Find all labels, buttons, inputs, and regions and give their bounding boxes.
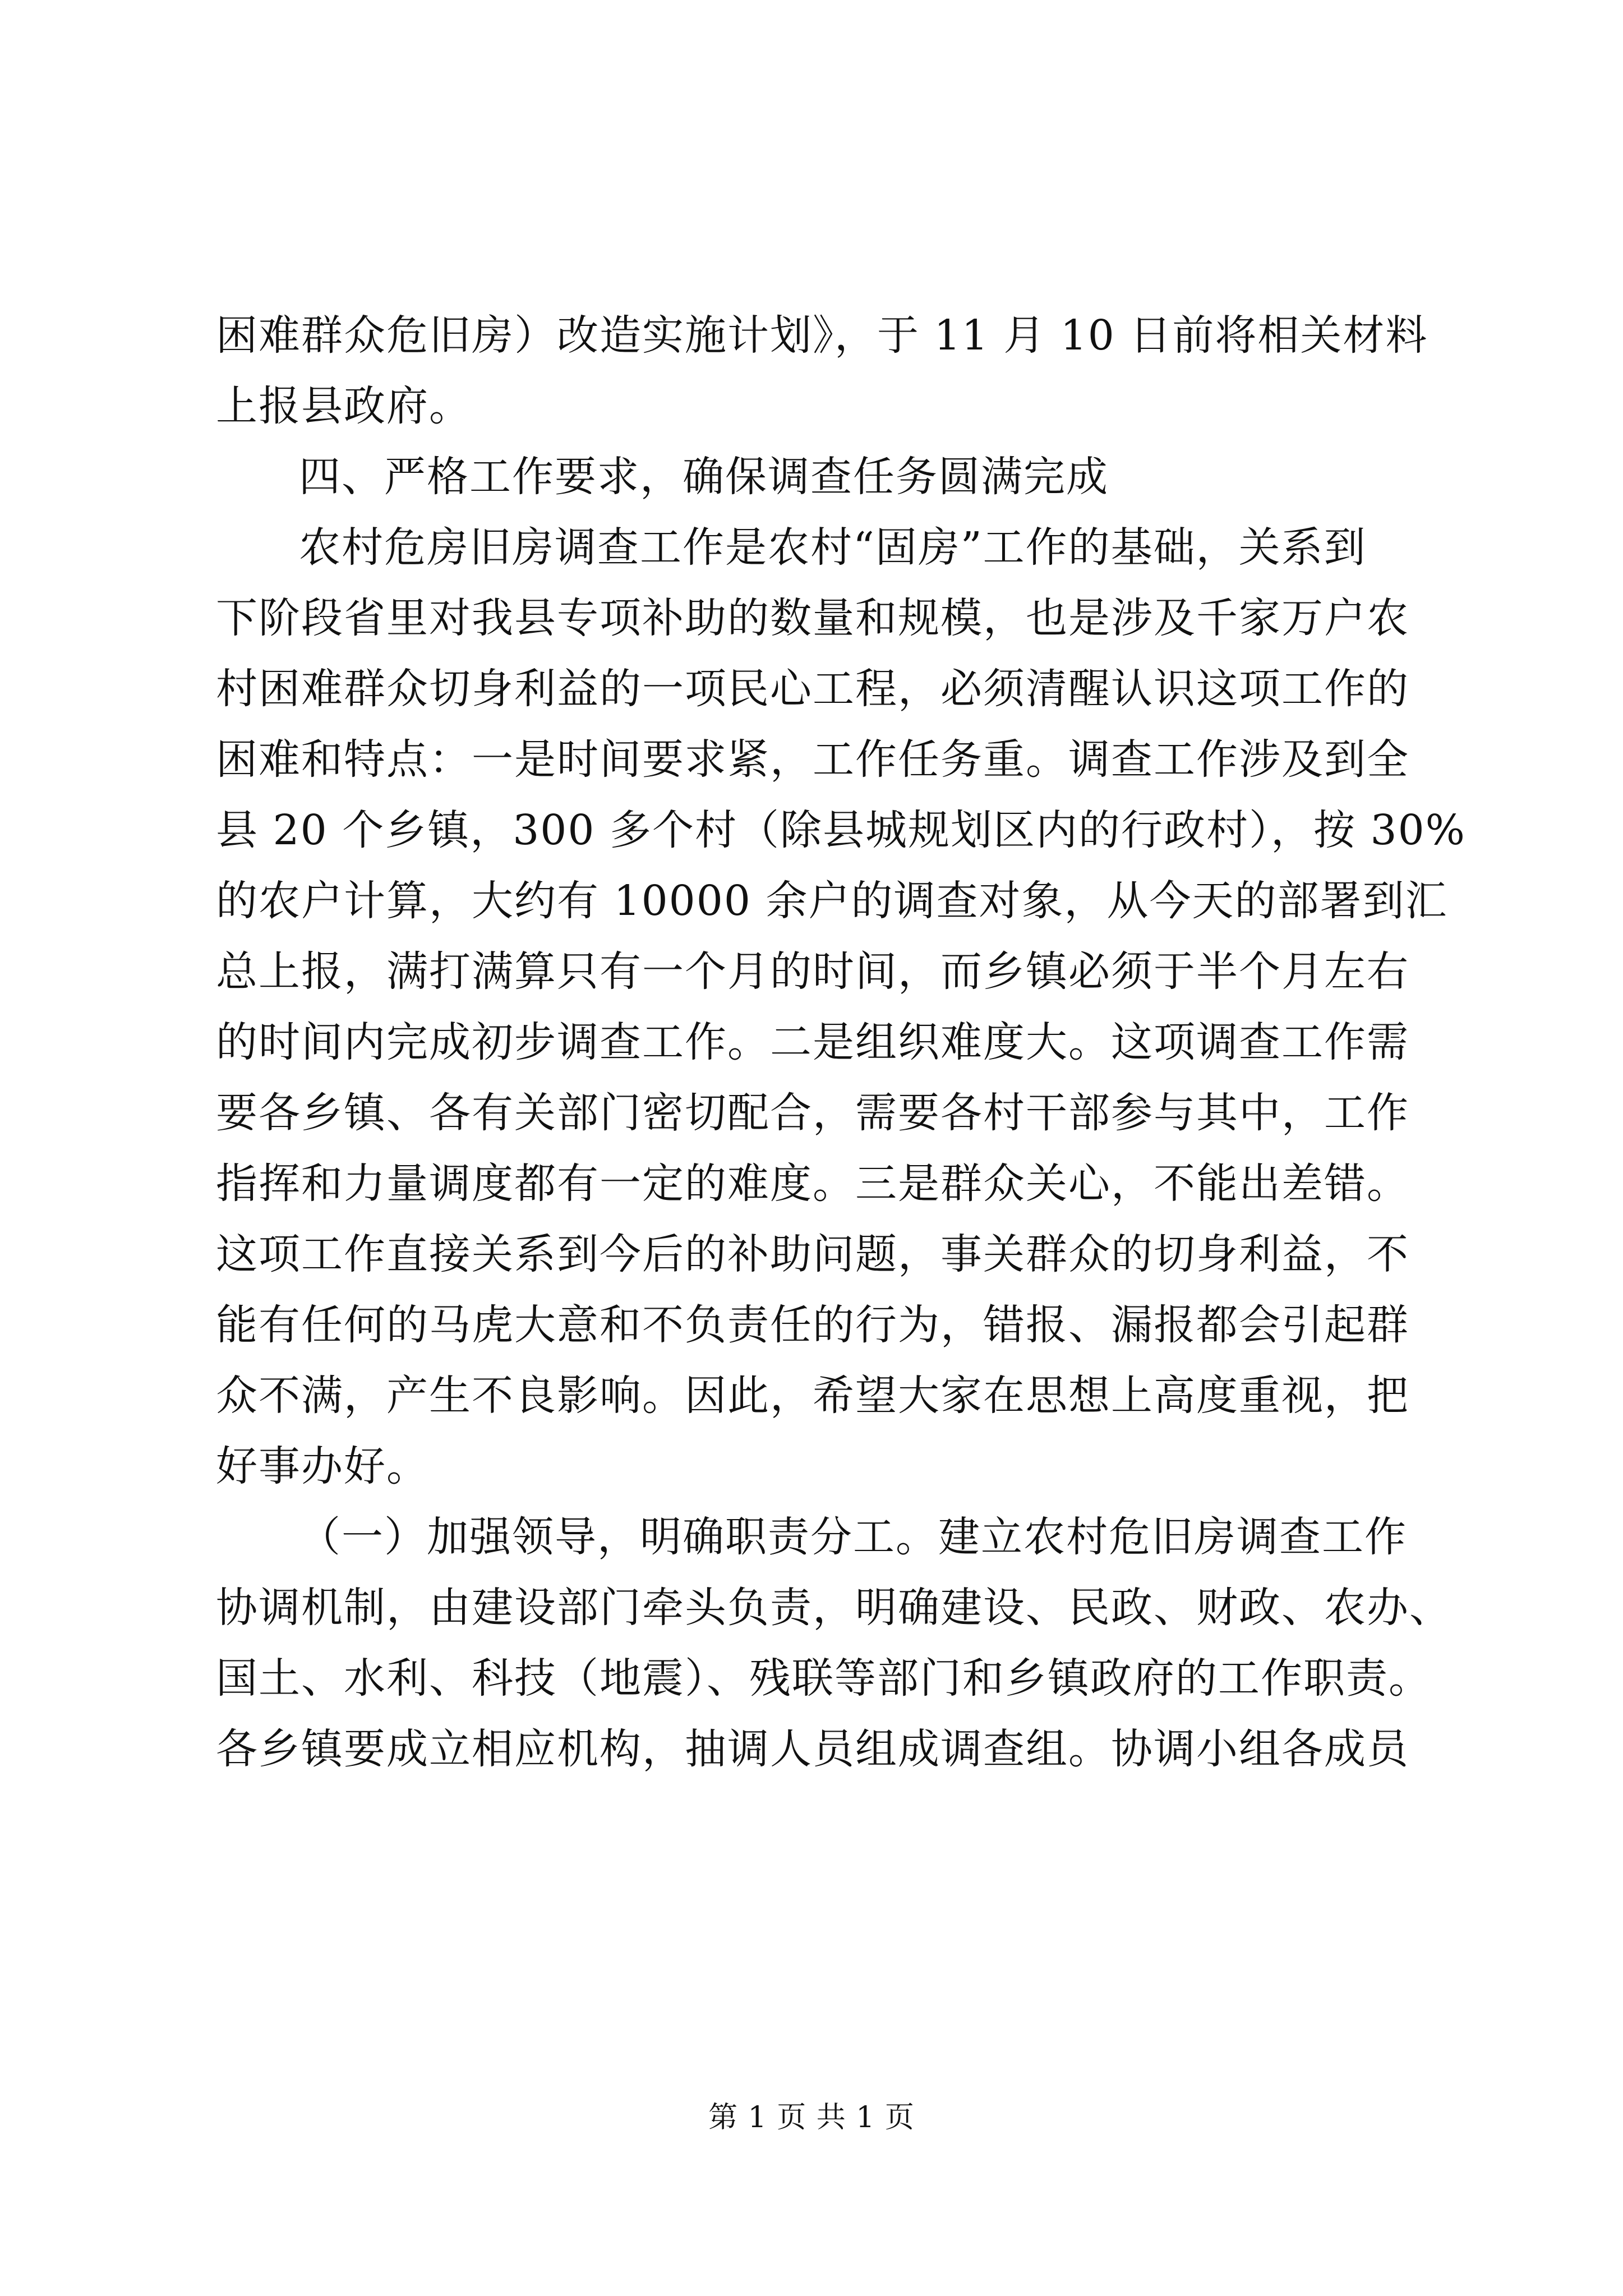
text-line: 的时间内完成初步调查工作。二是组织难度大。这项调查工作需 xyxy=(216,1018,1409,1066)
text-line: 要各乡镇、各有关部门密切配合，需要各村干部参与其中，工作 xyxy=(216,1089,1409,1137)
text-line: 能有任何的马虎大意和不负责任的行为，错报、漏报都会引起群 xyxy=(216,1301,1409,1349)
text-line: 众不满，产生不良影响。因此，希望大家在思想上高度重视，把 xyxy=(216,1372,1409,1420)
text-line: 下阶段省里对我县专项补助的数量和规模，也是涉及千家万户农 xyxy=(216,594,1409,642)
text-line: 的农户计算，大约有 10000 余户的调查对象，从今天的部署到汇 xyxy=(216,877,1448,925)
text-line: 困难和特点：一是时间要求紧，工作任务重。调查工作涉及到全 xyxy=(216,735,1409,784)
page-number-label: 第 1 页 共 1 页 xyxy=(708,2101,915,2134)
text-line: 好事办好。 xyxy=(216,1442,429,1490)
subsection-line: （一）加强领导，明确职责分工。建立农村危旧房调查工作 xyxy=(299,1513,1407,1561)
text-line: 指挥和力量调度都有一定的难度。三是群众关心，不能出差错。 xyxy=(216,1159,1409,1208)
document-body xyxy=(216,300,1466,1784)
text-line: 上报县政府。 xyxy=(216,382,472,430)
text-line: 各乡镇要成立相应机构，抽调人员组成调查组。协调小组各成员 xyxy=(216,1725,1409,1773)
page-footer xyxy=(0,2101,1623,2134)
text-line: 困难群众危旧房）改造实施计划》，于 11 月 10 日前将相关材料 xyxy=(216,311,1428,360)
text-line: 总上报，满打满算只有一个月的时间，而乡镇必须于半个月左右 xyxy=(216,947,1409,996)
section-heading: 四、严格工作要求，确保调查任务圆满完成 xyxy=(299,453,1109,501)
text-line: 协调机制，由建设部门牵头负责，明确建设、民政、财政、农办、 xyxy=(216,1584,1452,1632)
text-line: 这项工作直接关系到今后的补助问题，事关群众的切身利益，不 xyxy=(216,1230,1409,1278)
text-line: 农村危房旧房调查工作是农村“固房”工作的基础，关系到 xyxy=(299,523,1367,572)
text-line: 村困难群众切身利益的一项民心工程，必须清醒认识这项工作的 xyxy=(216,665,1409,713)
text-line: 国土、水利、科技（地震）、残联等部门和乡镇政府的工作职责。 xyxy=(216,1654,1431,1703)
text-line: 县 20 个乡镇，300 多个村（除县城规划区内的行政村），按 30% xyxy=(216,806,1466,854)
